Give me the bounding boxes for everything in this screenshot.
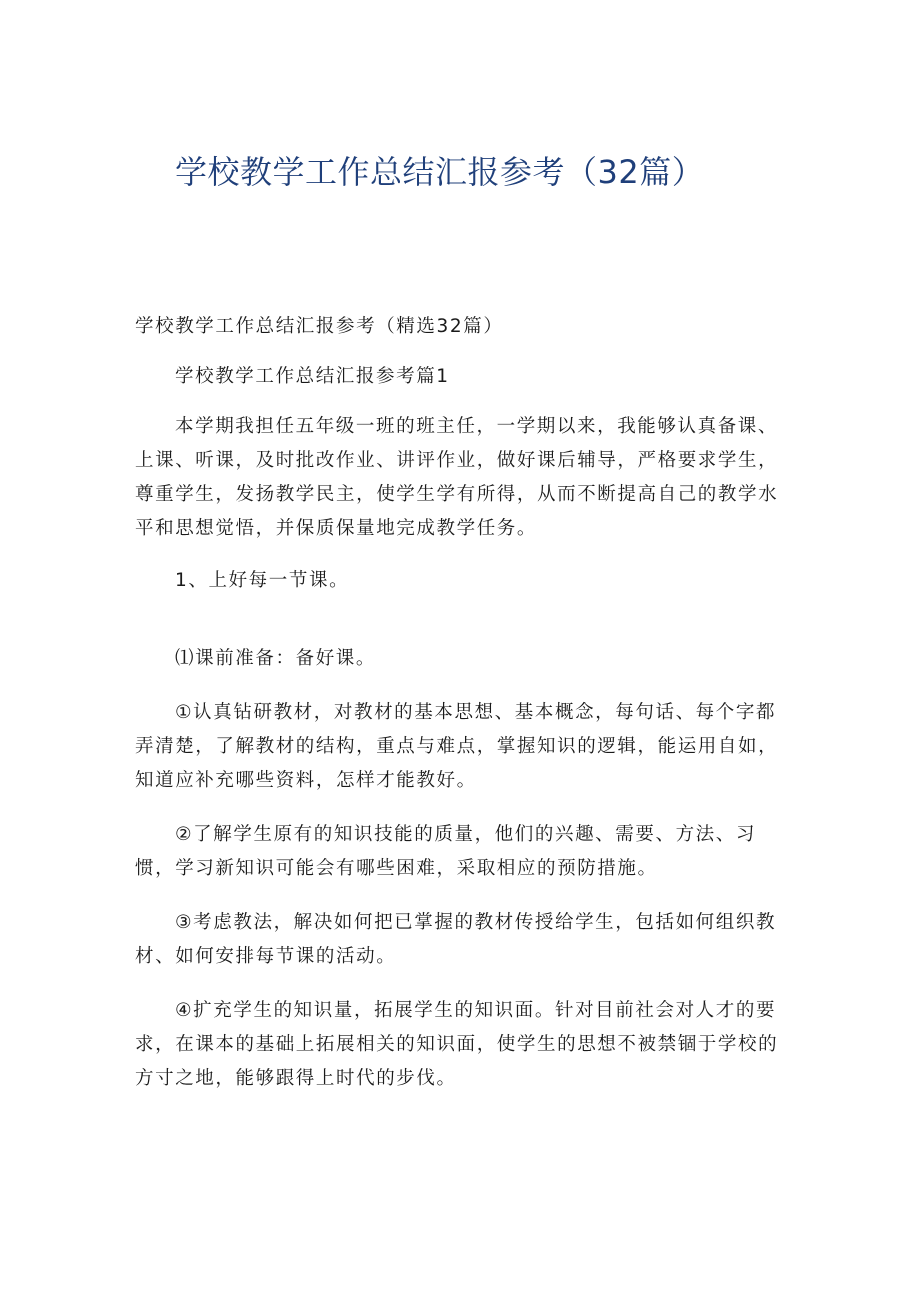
paragraph-6: ③考虑教法，解决如何把已掌握的教材传授给学生，包括如何组织教材、如何安排每节课的活动。 [135, 912, 777, 967]
paragraph-5: ②了解学生原有的知识技能的质量，他们的兴趣、需要、方法、习惯，学习新知识可能会有哪些困难，采取相应的预防措施。 [135, 824, 756, 879]
paragraph-3: ⑴课前准备：备好课。 [175, 648, 377, 669]
paragraph-2: 1、上好每一节课。 [175, 570, 350, 591]
document-subtitle: 学校教学工作总结汇报参考（精选32篇） [135, 316, 504, 337]
section-heading: 学校教学工作总结汇报参考篇1 [175, 366, 450, 387]
paragraph-7: ④扩充学生的知识量，拓展学生的知识面。针对目前社会对人才的要求，在课本的基础上拓展相关的知识面，使学生的思想不被禁锢于学校的方寸之地，能够跟得上时代的步伐。 [135, 1000, 779, 1089]
paragraph-1: 本学期我担任五年级一班的班主任，一学期以来，我能够认真备课、上课、听课，及时批改作业、讲评作业，做好课后辅导，严格要求学生，尊重学生，发扬教学民主，使学生学有所得，从而不断提高自己的教学水平和思想觉悟，并保质保量地完成教学任务。 [135, 416, 779, 539]
paragraph-4: ①认真钻研教材，对教材的基本思想、基本概念，每句话、每个字都弄清楚，了解教材的结构，重点与难点，掌握知识的逻辑，能运用自如，知道应补充哪些资料，怎样才能教好。 [135, 702, 779, 791]
document-body [135, 310, 795, 1096]
document-title: 学校教学工作总结汇报参考（32篇） [175, 153, 705, 191]
